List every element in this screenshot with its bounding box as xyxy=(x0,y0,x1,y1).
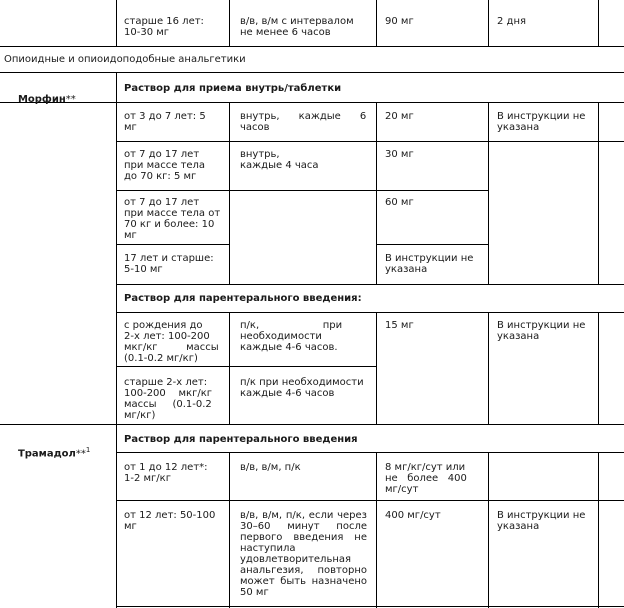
rule-v xyxy=(598,102,599,284)
rule-h xyxy=(116,312,624,313)
rule-h xyxy=(116,366,376,367)
prev-duration-cell: 2 дня xyxy=(497,16,527,27)
parenteral-route-cell: п/к, при необходимости каждые 4-6 часов. xyxy=(240,320,343,353)
form-header-oral: Раствор для приема внутрь/таблетки xyxy=(124,83,342,94)
rule-h xyxy=(116,500,624,501)
section-heading: Опиоидные и опиоидоподобные анальгетики xyxy=(4,54,246,65)
tramadol-dose-cell: 8 мг/кг/сут или не более 400 мг/сут xyxy=(385,462,467,495)
form-header-parenteral: Раствор для парентерального введения: xyxy=(124,293,362,304)
tramadol-duration-cell: В инструкции не указана xyxy=(497,510,586,532)
tramadol-age-cell: от 1 до 12 лет*: 1-2 мг/кг xyxy=(124,462,208,484)
rule-v xyxy=(376,102,377,284)
drug-name-tramadol xyxy=(4,434,90,470)
oral-age-cell: от 7 до 17 лет при массе тела до 70 кг: 5 мг xyxy=(124,149,206,182)
drug-name-text: Морфин xyxy=(17,94,66,105)
rule-h xyxy=(116,141,624,142)
parenteral-route-cell: п/к при необходимости каждые 4-6 часов xyxy=(240,377,364,399)
rule-v xyxy=(488,452,489,608)
parenteral-age-cell: старше 2-х лет: 100-200 мкг/кг массы (0.1-0.2 мг/кг) xyxy=(124,377,212,421)
prev-age-cell: старше 16 лет: 10-30 мг xyxy=(124,16,204,38)
parenteral-age-cell: с рождения до 2-х лет: 100-200 мкг/кг массы (0.1-0.2 мг/кг) xyxy=(124,320,219,364)
oral-dose-cell: 60 мг xyxy=(385,197,414,208)
oral-dose-cell: 30 мг xyxy=(385,149,414,160)
parenteral-duration-cell: В инструкции не указана xyxy=(497,320,586,342)
tramadol-age-cell: от 12 лет: 50-100 мг xyxy=(124,510,216,532)
tramadol-route-cell: в/в, в/м, п/к xyxy=(240,462,301,473)
rule-v xyxy=(376,0,377,46)
rule-v xyxy=(116,424,117,608)
prev-dose-cell: 90 мг xyxy=(385,16,414,27)
rule-h xyxy=(116,606,624,607)
oral-dose-cell: В инструкции не указана xyxy=(385,253,474,275)
rule-v xyxy=(488,102,489,284)
parenteral-dose-cell: 15 мг xyxy=(385,320,414,331)
rule-h xyxy=(116,244,229,245)
rule-h xyxy=(0,72,624,73)
form-header-parenteral: Раствор для парентерального введения xyxy=(124,434,358,445)
oral-duration-cell: В инструкции не указана xyxy=(497,111,586,133)
oral-age-cell: от 3 до 7 лет: 5 мг xyxy=(124,111,206,133)
rule-h xyxy=(0,424,624,425)
rule-v xyxy=(376,312,377,424)
footnote-ref: 1 xyxy=(85,446,91,454)
rule-v xyxy=(229,102,230,284)
oral-route-cell: внутрь, каждые 4 часа xyxy=(240,149,319,171)
rule-h xyxy=(0,102,624,103)
drug-mark: ** xyxy=(65,94,76,105)
rule-h xyxy=(116,190,488,191)
rule-v xyxy=(598,312,599,424)
rule-v xyxy=(116,0,117,46)
tramadol-route-cell: в/в, в/м, п/к, если через 30–60 минут после первого введения не наступила удовлетворительная анальгезия, повторно может быть назначено 50 мг xyxy=(240,510,367,598)
rule-v xyxy=(488,0,489,46)
drug-name-text: Трамадол xyxy=(17,448,76,460)
tramadol-dose-cell: 400 мг/сут xyxy=(385,510,441,521)
rule-v xyxy=(488,312,489,424)
rule-v xyxy=(116,72,117,424)
drug-name-morphine xyxy=(4,83,76,116)
rule-h xyxy=(376,244,488,245)
rule-h xyxy=(0,46,624,47)
rule-v xyxy=(598,0,599,46)
rule-v xyxy=(598,452,599,608)
rule-v xyxy=(376,452,377,608)
drug-mark: ** xyxy=(75,448,86,460)
oral-dose-cell: 20 мг xyxy=(385,111,414,122)
oral-route-cell: внутрь, каждые 6 часов xyxy=(240,111,367,133)
oral-age-cell: от 7 до 17 лет при массе тела от 70 кг и более: 10 мг xyxy=(124,197,221,241)
rule-h xyxy=(116,452,624,453)
rule-v xyxy=(229,312,230,424)
oral-age-cell: 17 лет и старше: 5-10 мг xyxy=(124,253,214,275)
rule-v xyxy=(229,452,230,608)
rule-v xyxy=(229,0,230,46)
rule-h xyxy=(116,284,624,285)
prev-route-cell: в/в, в/м с интервалом не менее 6 часов xyxy=(240,16,354,38)
